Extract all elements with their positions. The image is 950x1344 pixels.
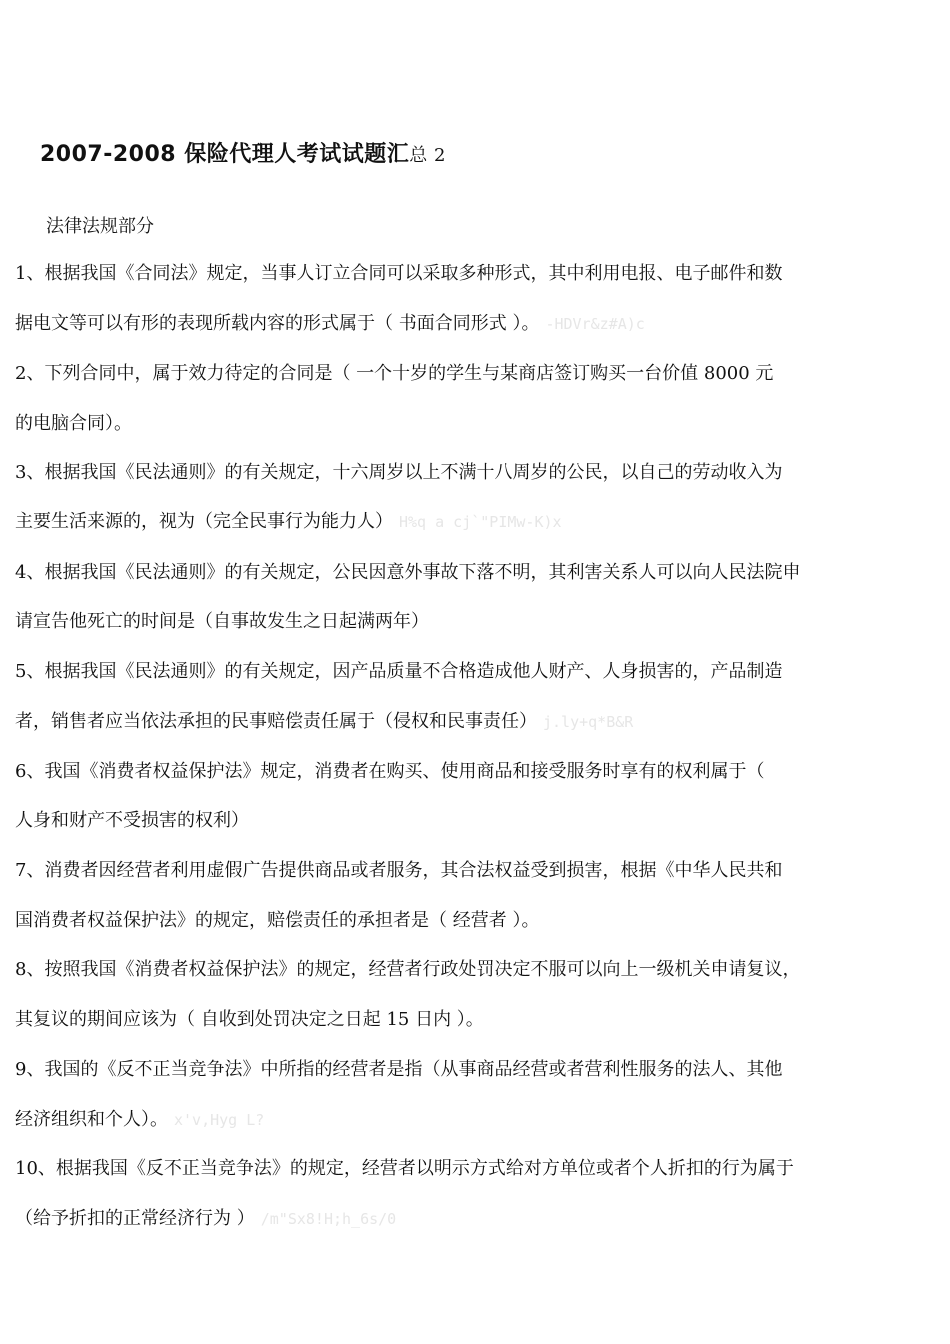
question-4-line-2: 请宣告他死亡的时间是（自事故发生之日起满两年） [15,611,429,632]
question-7-line-2: 国消费者权益保护法》的规定，赔偿责任的承担者是（ 经营者 ）。 [15,910,540,931]
question-1-line-1: 1、根据我国《合同法》规定，当事人订立合同可以采取多种形式，其中利用电报、电子邮件和数 [15,263,783,284]
question-8-line-1: 8、按照我国《消费者权益保护法》的规定，经营者行政处罚决定不服可以向上一级机关申请复议， [15,959,801,980]
question-2-line-2: 的电脑合同）。 [15,413,132,434]
watermark-noise: /m"Sx8!H;h_6s/0 [260,1210,397,1228]
question-3-line-2 [15,510,562,534]
title-suffix: 总 2 [409,145,446,166]
question-9-line-1: 9、我国的《反不正当竞争法》中所指的经营者是指（从事商品经营或者营利性服务的法人、其他 [15,1059,783,1080]
question-9-line-2 [15,1108,264,1132]
question-9-text: 经济组织和个人）。 [15,1109,168,1130]
watermark-noise: H%q a cj`"PIMw-K)x [399,513,562,531]
question-7-line-1: 7、消费者因经营者利用虚假广告提供商品或者服务，其合法权益受到损害，根据《中华人民共和 [15,860,783,881]
watermark-noise: -HDVr&z#A)c [545,315,645,333]
document-title [40,137,446,168]
watermark-noise: x'v,Hyg L? [174,1111,265,1129]
question-4-line-1: 4、根据我国《民法通则》的有关规定，公民因意外事故下落不明，其利害关系人可以向人民法院申 [15,562,801,583]
question-5-text: 者，销售者应当依法承担的民事赔偿责任属于（侵权和民事责任） [15,711,537,732]
question-1-text: 据电文等可以有形的表现所载内容的形式属于（ 书面合同形式 ）。 [15,313,540,334]
question-5-line-1: 5、根据我国《民法通则》的有关规定，因产品质量不合格造成他人财产、人身损害的，产品制造 [15,661,783,682]
watermark-noise: j.ly+q*B&R [543,713,634,731]
question-2-line-1: 2、下列合同中，属于效力待定的合同是（ 一个十岁的学生与某商店签订购买一台价值 8000 元 [15,363,774,384]
question-10-text: （给予折扣的正常经济行为 ） [15,1208,255,1229]
section-heading: 法律法规部分 [46,216,154,237]
question-6-line-2: 人身和财产不受损害的权利） [15,810,249,831]
question-8-line-2: 其复议的期间应该为（ 自收到处罚决定之日起 15 日内 ）。 [15,1009,484,1030]
question-10-line-1: 10、根据我国《反不正当竞争法》的规定，经营者以明示方式给对方单位或者个人折扣的行为属于 [15,1158,794,1179]
question-3-text: 主要生活来源的，视为（完全民事行为能力人） [15,511,393,532]
question-10-line-2 [15,1207,396,1231]
title-main: 2007-2008 保险代理人考试试题汇 [40,142,410,167]
question-3-line-1: 3、根据我国《民法通则》的有关规定，十六周岁以上不满十八周岁的公民，以自己的劳动收入为 [15,462,783,483]
question-5-line-2 [15,710,633,734]
question-6-line-1: 6、我国《消费者权益保护法》规定，消费者在购买、使用商品和接受服务时享有的权利属于（ [15,761,765,782]
question-1-line-2 [15,312,645,336]
